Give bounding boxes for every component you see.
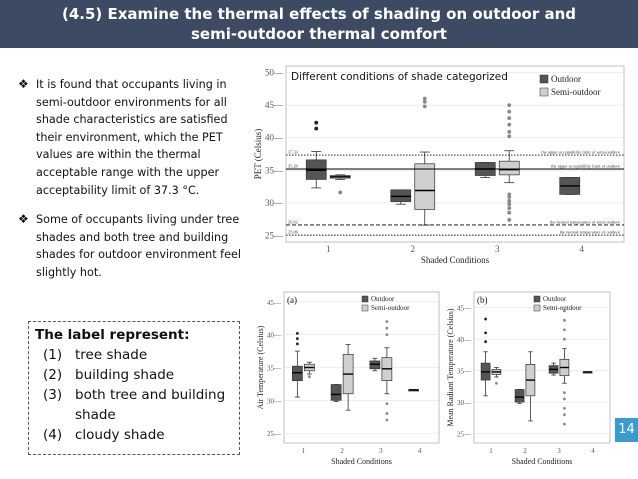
bullet-list <box>18 76 246 294</box>
outlier-point <box>423 105 427 109</box>
outlier-point <box>563 391 566 394</box>
y-tick-label: 35— <box>265 165 283 176</box>
outlier-point <box>308 375 311 378</box>
panel-label: (a) <box>287 295 297 305</box>
legend-label: Outdoor <box>371 295 395 303</box>
outlier-point <box>507 130 511 134</box>
outlier-point <box>563 319 566 322</box>
outlier-point <box>385 402 388 405</box>
label-legend-title: The label represent: <box>35 327 190 343</box>
outlier-point <box>507 199 511 203</box>
slide-title-line-1: (4.5) Examine the thermal effects of shading on outdoor and <box>61 5 577 23</box>
x-tick-label: 4 <box>579 244 584 254</box>
x-axis-label: Shaded Conditions <box>511 457 573 466</box>
x-tick-label: 1 <box>326 244 331 254</box>
legend-label: Outdoor <box>551 74 581 84</box>
outlier-point <box>314 121 318 125</box>
outlier-point <box>423 100 427 104</box>
x-tick-label: 1 <box>301 447 306 455</box>
y-tick-label: 25— <box>457 430 471 439</box>
box <box>331 385 341 401</box>
y-tick-label: 25— <box>265 230 283 241</box>
label-legend-item <box>35 385 233 425</box>
outlier-point <box>563 423 566 426</box>
y-tick-label: 35— <box>457 367 471 376</box>
outlier-point <box>507 110 511 114</box>
legend-label: Semi-outdoor <box>543 304 582 312</box>
slide-title-line-2: semi-outdoor thermal comfort <box>191 25 447 43</box>
reference-line-value: 35.20 <box>288 163 298 169</box>
air-temperature-boxplot-chart <box>252 288 442 471</box>
outlier-point <box>385 320 388 323</box>
bullet-item <box>18 211 246 281</box>
y-tick-label: 40— <box>267 331 281 340</box>
diamond-check-icon: ❖ <box>18 212 29 227</box>
outlier-point <box>507 211 511 215</box>
legend-swatch <box>534 305 540 311</box>
outlier-point <box>507 202 511 206</box>
outlier-point <box>314 127 318 131</box>
reference-line-note: the upper acceptability limit of outdoor <box>551 163 620 169</box>
mean-radiant-temperature-boxplot-chart <box>442 288 614 471</box>
x-axis-label: Shaded Conditions <box>331 457 392 466</box>
panel-label: (b) <box>477 295 488 305</box>
x-axis-label: Shaded Conditions <box>420 255 490 265</box>
y-tick-label: 45— <box>265 100 283 111</box>
label-legend-item <box>35 365 233 385</box>
y-axis-label: PET (Celsius) <box>253 128 263 180</box>
label-text: building shade <box>75 367 175 383</box>
label-legend-item <box>35 425 233 445</box>
box <box>499 161 519 175</box>
x-tick-label: 3 <box>379 447 383 455</box>
x-tick-label: 2 <box>410 244 415 254</box>
outlier-point <box>563 413 566 416</box>
legend-swatch <box>534 296 540 302</box>
y-tick-label: 30— <box>267 397 281 406</box>
reference-line-note: the neutral temperature of semi-outdoor <box>550 219 620 225</box>
outlier-point <box>338 191 342 195</box>
outlier-point <box>507 103 511 107</box>
outlier-point <box>296 342 299 345</box>
x-tick-label: 1 <box>489 447 493 455</box>
box <box>415 164 435 210</box>
legend-label: Semi-outdoor <box>371 304 410 312</box>
x-tick-label: 3 <box>557 447 561 455</box>
outlier-point <box>385 419 388 422</box>
bullet-item <box>18 76 246 199</box>
outlier-point <box>385 327 388 330</box>
label-text: tree shade <box>75 347 148 363</box>
box <box>515 390 524 403</box>
outlier-point <box>507 116 511 120</box>
reference-line-value: 25.06 <box>288 229 298 235</box>
outlier-point <box>563 328 566 331</box>
legend-swatch <box>540 75 548 83</box>
x-tick-label: 4 <box>591 447 595 455</box>
chart-title: Different conditions of shade categorized <box>291 71 508 83</box>
outlier-point <box>507 135 511 139</box>
outlier-point <box>507 218 511 222</box>
outlier-point <box>563 407 566 410</box>
outlier-point <box>495 382 498 385</box>
y-tick-label: 45— <box>267 298 281 307</box>
y-tick-label: 25— <box>267 430 281 439</box>
outlier-point <box>563 398 566 401</box>
outlier-point <box>484 340 487 343</box>
label-legend-item <box>35 345 233 365</box>
outlier-point <box>385 333 388 336</box>
y-tick-label: 30— <box>457 399 471 408</box>
bullet-text: It is found that occupants living in semi-outdoor environments for all shade characteristics are satisfied their environment, which the PET values are within the thermal acceptable range with the upper acceptability limit of 37.3 °C. <box>36 78 228 197</box>
label-number: (1) <box>43 347 63 363</box>
y-tick-label: 35— <box>267 364 281 373</box>
legend-label: Outdoor <box>543 295 567 303</box>
reference-line-note: the upper acceptability limit of semi-outdoor <box>541 149 620 155</box>
label-text: both tree and building shade <box>75 387 226 423</box>
reference-line-note: the neutral temperature of outdoor <box>559 229 620 235</box>
y-axis-label: Mean Radiant Temperature (Celsius) <box>446 308 455 427</box>
outlier-point <box>484 318 487 321</box>
outlier-point <box>507 123 511 127</box>
legend-swatch <box>362 296 368 302</box>
bullet-text: Some of occupants living under tree shades and both tree and building shades for outdoor environment feel slightly hot. <box>36 213 241 279</box>
legend-swatch <box>362 305 368 311</box>
y-tick-label: 40— <box>457 336 471 345</box>
label-number: (3) <box>43 387 63 403</box>
outlier-point <box>563 338 566 341</box>
y-tick-label: 30— <box>265 197 283 208</box>
x-tick-label: 3 <box>495 244 500 254</box>
outlier-point <box>296 332 299 335</box>
outlier-point <box>296 337 299 340</box>
x-tick-label: 4 <box>417 447 422 455</box>
reference-line-value: 37.33 <box>288 149 298 155</box>
label-number: (2) <box>43 367 63 383</box>
outlier-point <box>507 206 511 210</box>
outlier-point <box>423 97 427 101</box>
label-legend-box <box>28 321 240 455</box>
legend-swatch <box>540 88 548 96</box>
x-tick-label: 2 <box>340 447 344 455</box>
diamond-check-icon: ❖ <box>18 77 29 91</box>
y-axis-label: Air Temperature (Celsius) <box>256 325 265 410</box>
outlier-point <box>385 412 388 415</box>
outlier-point <box>484 331 487 334</box>
y-tick-label: 40— <box>265 132 283 143</box>
x-tick-label: 2 <box>523 447 527 455</box>
reference-line-value: 26.62 <box>288 219 298 225</box>
label-text: cloudy shade <box>75 427 165 443</box>
y-tick-label: 50— <box>265 67 283 78</box>
page-number-badge: 14 <box>615 418 638 442</box>
label-number: (4) <box>43 427 63 443</box>
outlier-point <box>507 193 511 197</box>
y-tick-label: 45— <box>457 304 471 313</box>
legend-label: Semi-outdoor <box>551 87 601 97</box>
pet-boxplot-chart <box>248 62 630 280</box>
slide-header <box>0 0 638 48</box>
